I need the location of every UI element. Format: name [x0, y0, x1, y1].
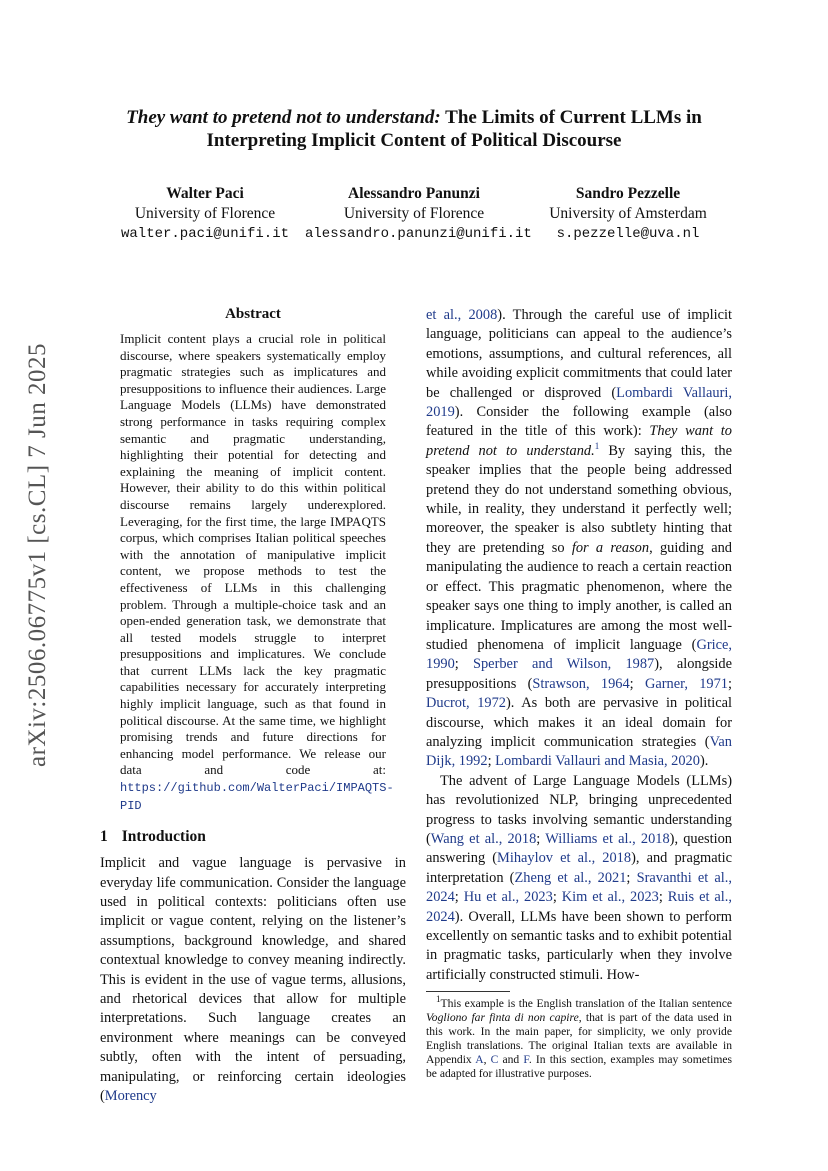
text-run: ;: [629, 675, 645, 692]
text-run: ), question answering (: [426, 830, 732, 867]
author-1: [100, 184, 310, 244]
text-run: The advent of Large Language Models (LLMs) has revolutionized NLP, bringing unprecedented progress to tasks involving semantic understanding (: [426, 772, 732, 847]
citation-link[interactable]: Strawson, 1964: [532, 675, 630, 692]
citation-link[interactable]: Hu et al., 2023: [463, 889, 553, 906]
intro-text: Implicit and vague language is pervasive in everyday life communication. Consider the language used in political contexts: politicians often use implicit or vague content, relying on the listener’s assumptions, background knowledge, and shared contextual knowledge to convey meaning indirectly. This is evident in the use of vague terms, allusions, and rhetorical devices that allow for multiple interpretations. Such language creates an environment where meanings can be conveyed subtly, often with the intent of persuading, manipulating, or reinforcing certain ideologies (: [100, 855, 406, 1105]
footnote-divider: [426, 991, 510, 992]
author-3: [528, 184, 728, 244]
title-rest: The Limits of Current LLMs in: [440, 107, 702, 128]
author-email[interactable]: alessandro.panunzi@unifi.it: [305, 226, 532, 242]
footnote-number: 1: [436, 994, 441, 1005]
title-line2: Interpreting Implicit Content of Political Discourse: [206, 130, 622, 151]
title-italic: They want to pretend not to understand:: [126, 107, 441, 128]
abstract-heading: Abstract: [225, 306, 281, 322]
appendix-link[interactable]: C: [490, 1053, 499, 1067]
citation-link[interactable]: Lombardi Vallauri and Masia, 2020: [495, 753, 700, 770]
text-run: ,: [483, 1053, 491, 1067]
author-2: [305, 184, 532, 244]
citation-link[interactable]: Garner, 1971: [644, 675, 728, 692]
text-run: ). Through the careful use of implicit language, politicians can appeal to the audience’s emotions, assumptions, and cultural references, all while avoiding explicit commitments that could later be challenged or disproved (: [426, 307, 732, 401]
appendix-link[interactable]: A: [475, 1053, 484, 1067]
citation-link[interactable]: Ducrot, 1972: [426, 695, 506, 712]
text-run: ;: [454, 889, 464, 906]
text-run: and: [498, 1053, 524, 1067]
text-run: ), and pragmatic interpretation (: [426, 850, 732, 886]
section-number: 1: [100, 828, 108, 846]
footnote: [426, 994, 733, 1081]
text-run: , that is part of the data used in this work. In the main paper, for simplicity, we only provide English translations. The original Italian texts are available in Appendix: [426, 1011, 732, 1067]
text-run: ;: [626, 869, 637, 886]
citation-link[interactable]: Sperber and Wilson, 1987: [472, 656, 655, 673]
text-run: ). As both are pervasive in political discourse, which makes it an ideal domain for analyzing implicit communication strategies (: [426, 695, 732, 750]
paper-title: [100, 106, 728, 152]
text-run: ).: [699, 753, 709, 770]
citation-link[interactable]: Zheng et al., 2021: [514, 869, 627, 886]
citation-link[interactable]: Morency: [104, 1088, 157, 1105]
text-run: ). Overall, LLMs have been shown to perform excellently on semantic tasks and to exhibit potential in pragmatic tasks, particularly when they involve artificially constructed stimuli. How-: [426, 908, 732, 983]
section-title: Introduction: [121, 828, 206, 846]
text-run: ;: [728, 675, 732, 692]
example-italic: They want to pretend not to understand.: [426, 423, 732, 459]
citation-link[interactable]: Van Dijk, 1992: [426, 733, 732, 770]
author-block: [100, 184, 728, 254]
arxiv-stamp-text: arXiv:2506.06775v1 [cs.CL] 7 Jun 2025: [24, 342, 51, 768]
section-heading: [100, 828, 406, 846]
text-run: ;: [536, 830, 546, 847]
abstract-text: Implicit content plays a crucial role in political discourse, where speakers systematically employ pragmatic strategies such as implicatures and presuppositions to influence their audiences. Large Language Models (LLMs) have demonstrated strong performance in tasks requiring complex semantic and pragmatic understanding, highlighting their potential for detecting and explaining the meaning of implicit content. However, their ability to do this within political discourse remains largely underexplored. Leveraging, for the first time, the large IMPAQTS corpus, which comprises Italian political speeches with the annotation of manipulative implicit content, we propose methods to test the effectiveness of LLMs in this challenging problem. Through a multiple-choice task and an open-ended generation task, we demonstrate that all tested models struggle to interpret presuppositions and implicatures. We conclude that current LLMs lack the key pragmatic capabilities necessary for accurately interpreting highly implicit language, such as that found in political discourse. At the same time, we highlight promising trends and future directions for enhancing model performance. We release our data and code at:: [120, 331, 386, 778]
author-name: Walter Paci: [166, 185, 244, 202]
intro-paragraph: [100, 854, 406, 1106]
author-affiliation: University of Amsterdam: [549, 205, 707, 222]
author-email[interactable]: s.pezzelle@uva.nl: [556, 226, 700, 242]
citation-link[interactable]: Kim et al., 2023: [561, 889, 659, 906]
citation-link[interactable]: et al., 2008: [426, 307, 498, 323]
author-email[interactable]: walter.paci@unifi.it: [120, 226, 290, 242]
text-run: ). Consider the following example (also featured in the title of this work):: [426, 404, 732, 440]
left-column: [100, 306, 406, 1107]
code-link[interactable]: https://github.com/WalterPaci/IMPAQTS-PID: [120, 781, 394, 813]
citation-link[interactable]: Wang et al., 2018: [430, 830, 537, 847]
author-affiliation: University of Florence: [343, 205, 485, 222]
emphasis-italic: for a reason: [571, 539, 650, 556]
author-affiliation: University of Florence: [134, 205, 276, 222]
text-run: ), alongside presuppositions (: [426, 656, 732, 692]
arxiv-stamp: [8, 230, 68, 880]
abstract-body: [100, 331, 406, 814]
author-name: Sandro Pezzelle: [575, 185, 681, 202]
right-column: [426, 306, 732, 1081]
citation-link[interactable]: Sravanthi et al., 2024: [426, 869, 732, 906]
citation-link[interactable]: Williams et al., 2018: [545, 830, 670, 847]
text-run: By saying this, the speaker implies that the people being addressed pretend they do not understand something obvious, while, in reality, they understand it perfectly well; moreover, the speaker is also subtlety hinting that they are pretending so: [426, 442, 732, 556]
text-run: . In this section, examples may sometimes be adapted for illustrative purposes.: [426, 1053, 733, 1081]
text-run: This example is the English translation of the Italian sentence: [440, 997, 732, 1011]
appendix-link[interactable]: F: [523, 1053, 529, 1067]
text-run: ;: [487, 753, 496, 770]
italian-sentence: Vogliono far finta di non capire: [426, 1011, 579, 1025]
citation-link[interactable]: Grice, 1990: [426, 636, 732, 673]
text-run: ;: [658, 889, 668, 906]
text-run: , guiding and manipulating the audience to reach a certain reaction or effect. This pragmatic phenomenon, where the speaker says one thing to imply another, is called an implicature. Implicatures are among the most well-studied phenomena of implicit language (: [426, 539, 732, 653]
author-name: Alessandro Panunzi: [348, 185, 480, 202]
right-paragraph-1: [426, 306, 732, 772]
citation-link[interactable]: Mihaylov et al., 2018: [497, 850, 632, 867]
text-run: ;: [552, 889, 562, 906]
right-paragraph-2: [426, 772, 732, 985]
footnote-marker[interactable]: 1: [594, 441, 600, 452]
citation-link[interactable]: Ruis et al., 2024: [426, 889, 732, 925]
text-run: ;: [454, 656, 473, 673]
citation-link[interactable]: Lombardi Vallauri, 2019: [426, 384, 732, 421]
